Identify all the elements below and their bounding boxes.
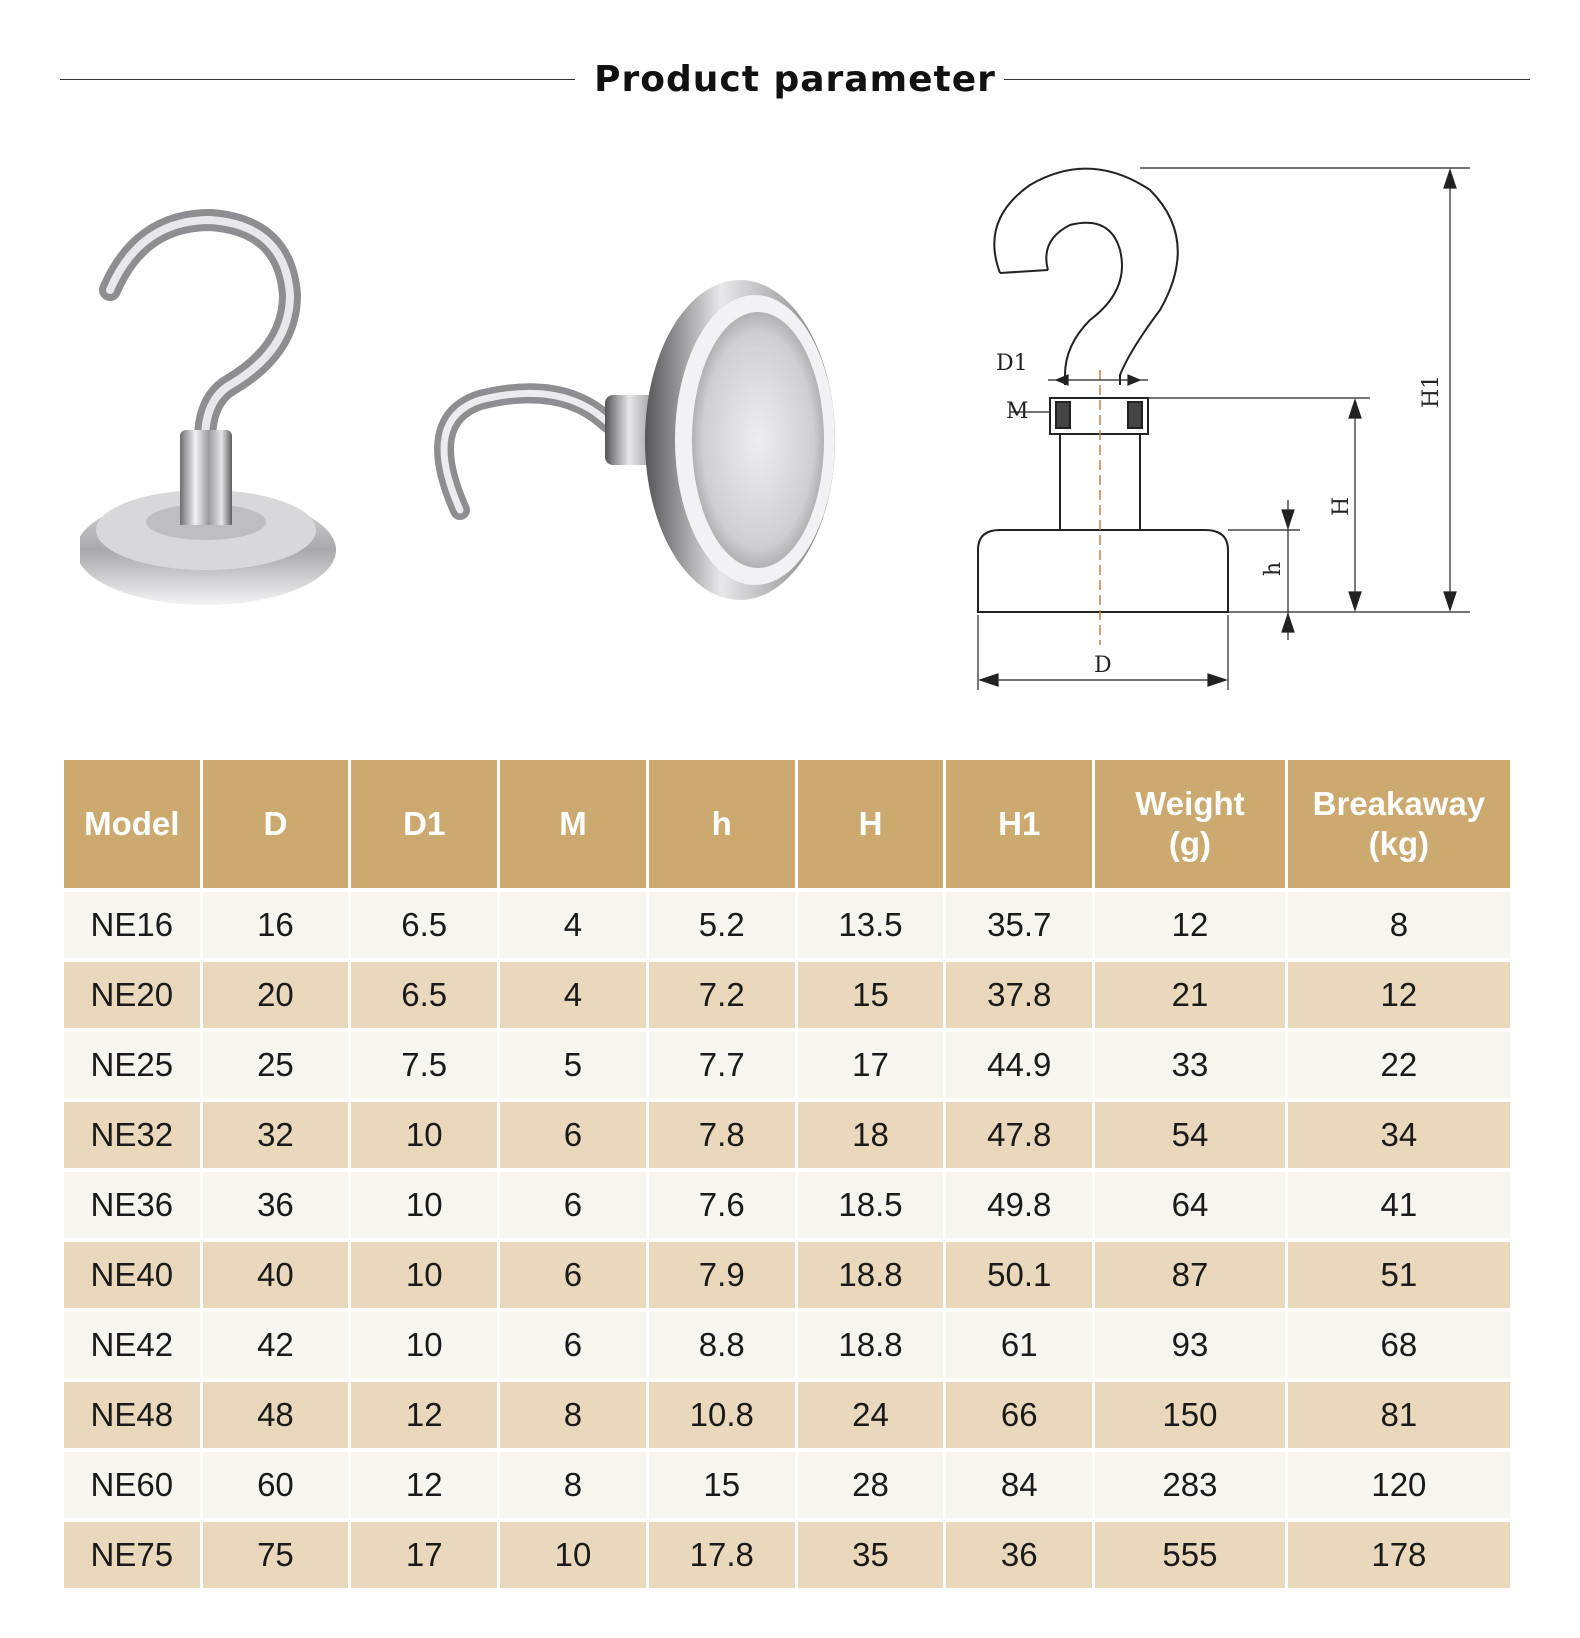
- value-cell: 5.2: [649, 892, 795, 958]
- value-cell: 12: [351, 1452, 497, 1518]
- column-header-weight: [1095, 760, 1285, 888]
- table-row: [64, 1452, 1510, 1518]
- value-cell: 84: [946, 1452, 1092, 1518]
- value-cell: 6: [500, 1172, 646, 1238]
- parameter-table-wrap: [64, 756, 1516, 1592]
- value-cell: 20: [203, 962, 349, 1028]
- value-cell: 10: [351, 1102, 497, 1168]
- value-cell: 150: [1095, 1382, 1285, 1448]
- value-cell: 66: [946, 1382, 1092, 1448]
- value-cell: 87: [1095, 1242, 1285, 1308]
- value-cell: 50.1: [946, 1242, 1092, 1308]
- model-cell: NE75: [64, 1522, 200, 1588]
- column-header-model: [64, 760, 200, 888]
- value-cell: 10: [351, 1242, 497, 1308]
- value-cell: 8: [500, 1382, 646, 1448]
- value-cell: 7.2: [649, 962, 795, 1028]
- value-cell: 64: [1095, 1172, 1285, 1238]
- column-header-line: (kg): [1368, 825, 1430, 862]
- value-cell: 18.8: [798, 1242, 944, 1308]
- table-row: [64, 1312, 1510, 1378]
- model-cell: NE36: [64, 1172, 200, 1238]
- model-cell: NE48: [64, 1382, 200, 1448]
- value-cell: 81: [1288, 1382, 1510, 1448]
- table-row: [64, 1032, 1510, 1098]
- value-cell: 93: [1095, 1312, 1285, 1378]
- value-cell: 49.8: [946, 1172, 1092, 1238]
- value-cell: 17: [798, 1032, 944, 1098]
- dim-label-m: M: [1006, 399, 1029, 424]
- value-cell: 10: [351, 1172, 497, 1238]
- dim-label-d: D: [1094, 653, 1112, 678]
- value-cell: 44.9: [946, 1032, 1092, 1098]
- value-cell: 555: [1095, 1522, 1285, 1588]
- value-cell: 12: [1288, 962, 1510, 1028]
- parameter-table: [61, 756, 1513, 1592]
- column-header-m: [500, 760, 646, 888]
- value-cell: 18: [798, 1102, 944, 1168]
- column-header-line: Weight: [1135, 785, 1245, 822]
- value-cell: 7.9: [649, 1242, 795, 1308]
- column-header-line: H: [858, 805, 883, 842]
- table-row: [64, 892, 1510, 958]
- value-cell: 68: [1288, 1312, 1510, 1378]
- column-header-line: Model: [84, 805, 180, 842]
- value-cell: 60: [203, 1452, 349, 1518]
- column-header-breakaway: [1288, 760, 1510, 888]
- page-title: [60, 55, 1530, 105]
- column-header-h: [649, 760, 795, 888]
- value-cell: 22: [1288, 1032, 1510, 1098]
- column-header-line: Breakaway: [1312, 785, 1486, 822]
- dim-label-h-small: h: [1261, 561, 1286, 576]
- column-header-line: D: [263, 805, 288, 842]
- value-cell: 8: [500, 1452, 646, 1518]
- value-cell: 33: [1095, 1032, 1285, 1098]
- value-cell: 34: [1288, 1102, 1510, 1168]
- value-cell: 10: [351, 1312, 497, 1378]
- value-cell: 51: [1288, 1242, 1510, 1308]
- column-header-line: M: [559, 805, 587, 842]
- value-cell: 28: [798, 1452, 944, 1518]
- value-cell: 36: [946, 1522, 1092, 1588]
- value-cell: 7.8: [649, 1102, 795, 1168]
- value-cell: 15: [649, 1452, 795, 1518]
- hook-photo-upright: [80, 200, 380, 660]
- technical-drawing: [970, 160, 1530, 720]
- value-cell: 47.8: [946, 1102, 1092, 1168]
- value-cell: 17: [351, 1522, 497, 1588]
- value-cell: 21: [1095, 962, 1285, 1028]
- value-cell: 18.5: [798, 1172, 944, 1238]
- value-cell: 7.7: [649, 1032, 795, 1098]
- value-cell: 35: [798, 1522, 944, 1588]
- value-cell: 7.6: [649, 1172, 795, 1238]
- value-cell: 120: [1288, 1452, 1510, 1518]
- value-cell: 5: [500, 1032, 646, 1098]
- column-header-h1: [946, 760, 1092, 888]
- model-cell: NE20: [64, 962, 200, 1028]
- value-cell: 8: [1288, 892, 1510, 958]
- column-header-line: (g): [1168, 825, 1212, 862]
- value-cell: 25: [203, 1032, 349, 1098]
- column-header-d1: [351, 760, 497, 888]
- value-cell: 6: [500, 1102, 646, 1168]
- dim-label-h1: H1: [1419, 374, 1444, 408]
- model-cell: NE16: [64, 892, 200, 958]
- value-cell: 75: [203, 1522, 349, 1588]
- value-cell: 6: [500, 1312, 646, 1378]
- model-cell: NE60: [64, 1452, 200, 1518]
- value-cell: 41: [1288, 1172, 1510, 1238]
- model-cell: NE42: [64, 1312, 200, 1378]
- value-cell: 32: [203, 1102, 349, 1168]
- value-cell: 48: [203, 1382, 349, 1448]
- value-cell: 15: [798, 962, 944, 1028]
- value-cell: 12: [351, 1382, 497, 1448]
- dim-label-h: H: [1329, 496, 1354, 516]
- column-header-line: h: [711, 805, 732, 842]
- model-cell: NE32: [64, 1102, 200, 1168]
- hook-photo-side: [420, 280, 860, 620]
- value-cell: 18.8: [798, 1312, 944, 1378]
- value-cell: 54: [1095, 1102, 1285, 1168]
- table-body: [64, 892, 1510, 1588]
- value-cell: 6.5: [351, 892, 497, 958]
- value-cell: 4: [500, 962, 646, 1028]
- table-header-row: [64, 760, 1510, 888]
- table-row: [64, 1242, 1510, 1308]
- value-cell: 10: [500, 1522, 646, 1588]
- dim-label-d1: D1: [996, 351, 1028, 376]
- value-cell: 6.5: [351, 962, 497, 1028]
- model-cell: NE25: [64, 1032, 200, 1098]
- page-title-text: Product parameter: [586, 59, 1004, 100]
- table-row: [64, 962, 1510, 1028]
- value-cell: 10.8: [649, 1382, 795, 1448]
- table-row: [64, 1172, 1510, 1238]
- value-cell: 12: [1095, 892, 1285, 958]
- model-cell: NE40: [64, 1242, 200, 1308]
- column-header-h: [798, 760, 944, 888]
- table-row: [64, 1522, 1510, 1588]
- value-cell: 16: [203, 892, 349, 958]
- value-cell: 17.8: [649, 1522, 795, 1588]
- value-cell: 6: [500, 1242, 646, 1308]
- value-cell: 7.5: [351, 1032, 497, 1098]
- table-row: [64, 1102, 1510, 1168]
- value-cell: 40: [203, 1242, 349, 1308]
- value-cell: 283: [1095, 1452, 1285, 1518]
- value-cell: 35.7: [946, 892, 1092, 958]
- value-cell: 42: [203, 1312, 349, 1378]
- column-header-d: [203, 760, 349, 888]
- value-cell: 178: [1288, 1522, 1510, 1588]
- table-row: [64, 1382, 1510, 1448]
- column-header-line: D1: [403, 805, 446, 842]
- value-cell: 36: [203, 1172, 349, 1238]
- section-title-row: [60, 55, 1530, 105]
- value-cell: 8.8: [649, 1312, 795, 1378]
- value-cell: 4: [500, 892, 646, 958]
- value-cell: 13.5: [798, 892, 944, 958]
- column-header-line: H1: [998, 805, 1041, 842]
- value-cell: 61: [946, 1312, 1092, 1378]
- value-cell: 37.8: [946, 962, 1092, 1028]
- value-cell: 24: [798, 1382, 944, 1448]
